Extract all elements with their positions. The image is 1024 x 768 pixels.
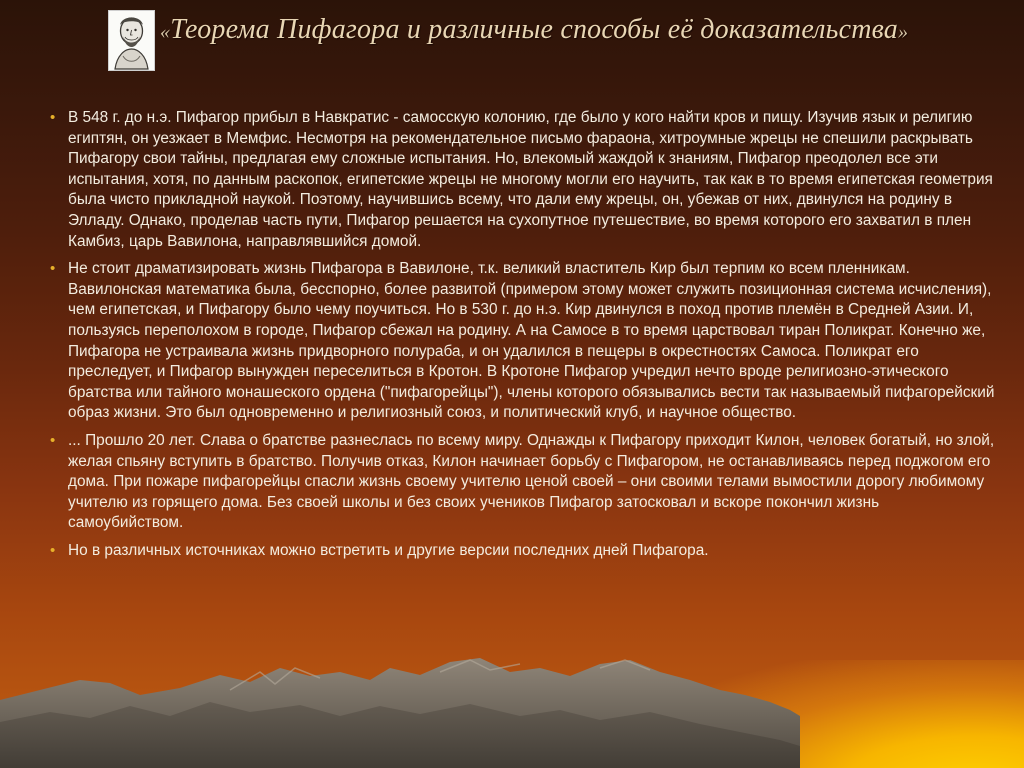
slide-title — [160, 14, 1000, 46]
bullet-icon: • — [50, 109, 56, 126]
title-close-quote: » — [898, 21, 909, 43]
bullet-icon: • — [50, 541, 56, 559]
paragraph-text: Но в различных источниках можно встретить и другие версии последних дней Пифагора. — [68, 541, 709, 559]
bullet-icon: • — [50, 260, 56, 278]
pythagoras-bust-icon — [108, 10, 155, 71]
bullet-icon: • — [50, 431, 56, 449]
bullet-list — [50, 108, 995, 568]
paragraph-text: Не стоит драматизировать жизнь Пифагора в Вавилоне, т.к. великий властитель Кир был терпим ко всем пленникам. Вавилонская математика была, бесспорно, более развитой (примером этому может служить позиционная система исчисления), чем египетская, и Пифагору было чему поучиться. Но в 530 г. до н.э. Кир двинулся в поход против племён в Средней Азии. И, пользуясь переполохом в городе, Пифагор сбежал на родину. А на Самосе в то время царствовал тиран Поликрат. Конечно же, Пифагора не устраивала жизнь придворного полураба, и он удалился в пещеры в окрестностях Самоса. Поликрат его преследует, и Пифагор вынужден переселиться в Кротон. В Кротоне Пифагор учредил нечто вроде религиозно-этического братства или тайного монашеского ордена ("пифагорейцы"), члены которого обязывались вести так называемый пифагорейский образ жизни. Это был одновременно и религиозный союз, и политический клуб, и научное общество. — [68, 260, 995, 422]
title-open-quote: « — [160, 21, 171, 43]
list-item — [50, 541, 995, 562]
title-text: Теорема Пифагора и различные способы её доказательства — [170, 14, 899, 45]
paragraph-text: В 548 г. до н.э. Пифагор прибыл в Навкратис - самосскую колонию, где было у кого найти кров и пищу. Изучив язык и религию египтян, он уезжает в Мемфис. Несмотря на рекомендательное письмо фараона, хитроумные жрецы не спешили раскрывать Пифагору свои тайны, предлагая ему сложные испытания. Но, влекомый жаждой к знаниям, Пифагор преодолел все эти испытания, хотя, по данным раскопок, египетские жрецы не многому могли его научить, так как в то время египетская геометрия была чисто прикладной наукой. Поэтому, научившись всему, что дали ему жрецы, он, убежав от них, двинулся на родину в Элладу. Однако, проделав часть пути, Пифагор решается на сухопутное путешествие, во время которого его захватил в плен Камбиз, царь Вавилона, направлявшийся домой. — [68, 109, 993, 250]
list-item — [50, 431, 995, 534]
paragraph-text: ... Прошло 20 лет. Слава о братстве разнеслась по всему миру. Однажды к Пифагору приходит Килон, человек богатый, но злой, желая спьяну вступить в братство. Получив отказ, Килон начинает борьбу с Пифагором, не останавливаясь перед поджогом его дома. При пожаре пифагорейцы спасли жизнь своему учителю ценой своей – они своими телами вымостили дорогу любимому учителю из горящего дома. Без своей школы и без своих учеников Пифагор затосковал и вскоре покончил жизнь самоубийством. — [68, 431, 995, 532]
list-item — [50, 108, 995, 252]
list-item — [50, 259, 995, 424]
